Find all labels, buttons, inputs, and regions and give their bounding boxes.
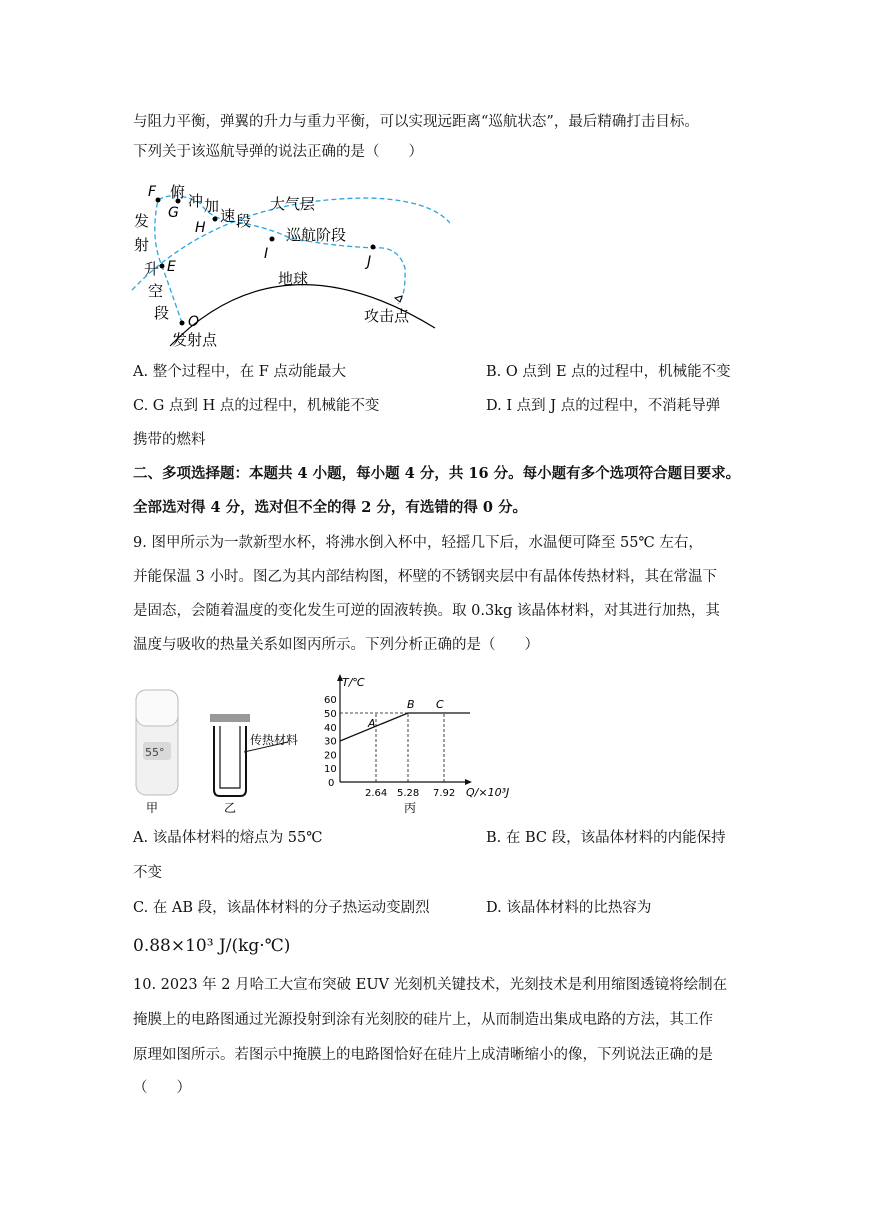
temperature-curve [340, 713, 470, 741]
x-tick-label: 5.28 [397, 788, 420, 799]
q8-stem-line1: 与阻力平衡，弹翼的升力与重力平衡，可以实现远距离“巡航状态”，最后精确打击目标。 [133, 114, 699, 130]
y-tick-label: 20 [324, 750, 337, 762]
q10-stem-line2: 掩膜上的电路图通过光源投射到涂有光刻胶的硅片上，从而制造出集成电路的方法，其工作 [133, 1012, 713, 1028]
material-label: 传热材料 [250, 733, 299, 747]
label-atmosphere: 大气层 [270, 195, 316, 213]
y-tick-label: 60 [324, 695, 337, 707]
q9-option-a: A. 该晶体材料的熔点为 55℃ [133, 830, 323, 846]
q9-stem-line2: 并能保温 3 小时。图乙为其内部结构图，杯壁的不锈钢夹层中有晶体传热材料，其在常温下 [133, 569, 717, 585]
y-tick-label: 10 [324, 764, 337, 776]
label-jia: 加 [204, 197, 220, 215]
q9-option-d-formula: 0.88×10³ J/(kg·℃) [133, 936, 291, 956]
label-chong: 冲 [188, 192, 204, 210]
point-H [213, 217, 218, 222]
label-I: I [264, 246, 269, 262]
q9-option-c: C. 在 AB 段，该晶体材料的分子热运动变剧烈 [133, 900, 430, 916]
q9-option-d-line1: D. 该晶体材料的比热容为 [486, 900, 652, 916]
x-tick-label: 2.64 [365, 788, 388, 799]
label-launch: 发射点 [172, 331, 218, 349]
label-su: 速 [220, 207, 236, 225]
section2-heading-line1: 二、多项选择题：本题共 4 小题，每小题 4 分，共 16 分。每小题有多个选项符合题目要求。 [133, 465, 741, 482]
q8-option-b: B. O 点到 E 点的过程中，机械能不变 [486, 364, 731, 380]
point-I [270, 237, 275, 242]
label-E: E [167, 259, 176, 275]
q9-stem-line1: 9. 图甲所示为一款新型水杯，将沸水倒入杯中，轻摇几下后，水温便可降至 55℃ 左右， [133, 535, 703, 551]
y-tick-label: 50 [324, 709, 337, 720]
q9-figure [128, 672, 548, 820]
point-O [180, 321, 185, 326]
cup-image [136, 690, 178, 795]
q9-option-b-line1: B. 在 BC 段，该晶体材料的内能保持 [486, 830, 726, 846]
y-tick-label: 40 [324, 722, 337, 734]
q10-stem-line3: 原理如图所示。若图示中掩膜上的电路图恰好在硅片上成清晰缩小的像，下列说法正确的是 [133, 1047, 713, 1063]
q8-option-d-line2: 携带的燃料 [133, 432, 206, 448]
q10-stem-line4: （ ） [133, 1080, 191, 1096]
y-tick-label: 30 [324, 736, 337, 748]
label-bing: 丙 [404, 801, 417, 815]
label-jia: 甲 [146, 801, 159, 815]
x-axis-label: Q/×10³J [466, 786, 510, 799]
q8-option-d-line1: D. I 点到 J 点的过程中，不消耗导弹 [486, 398, 721, 414]
label-kong: 空 [148, 282, 164, 300]
q9-option-b-line2: 不变 [133, 865, 162, 881]
label-cruise: 巡航阶段 [286, 226, 347, 244]
origin-label: 0 [328, 778, 335, 789]
point-E [160, 264, 165, 269]
point-C-label: C [436, 698, 444, 711]
x-tick-label: 7.92 [433, 788, 456, 799]
label-fa: 发 [134, 212, 150, 230]
q10-stem-line1: 10. 2023 年 2 月哈工大宣布突破 EUV 光刻机关键技术，光刻技术是利用缩图透镜将绘制在 [133, 977, 728, 993]
q8-option-a: A. 整个过程中，在 F 点动能最大 [133, 364, 346, 380]
label-G: G [168, 205, 179, 221]
y-axis-label: T/℃ [342, 676, 365, 689]
temperature-heat-chart [324, 674, 509, 799]
point-B-label: B [407, 698, 415, 711]
label-yi: 乙 [224, 801, 237, 815]
point-A-label: A [368, 717, 376, 730]
label-duan2: 段 [154, 304, 170, 322]
missile-trajectory-figure [130, 178, 450, 350]
label-H: H [195, 220, 206, 236]
label-earth: 地球 [278, 270, 309, 288]
point-F [156, 198, 161, 203]
label-J: J [367, 254, 372, 270]
q8-option-c: C. G 点到 H 点的过程中，机械能不变 [133, 398, 380, 414]
label-she: 射 [134, 236, 150, 254]
q8-stem-line2: 下列关于该巡航导弹的说法正确的是（ ） [133, 144, 423, 160]
q9-stem-line4: 温度与吸收的热量关系如图丙所示。下列分析正确的是（ ） [133, 637, 539, 653]
cup-structure-diagram [210, 714, 298, 796]
q9-stem-line3: 是固态，会随着温度的变化发生可逆的固液转换。取 0.3kg 该晶体材料，对其进行加热，其 [133, 603, 720, 619]
label-duan1: 段 [236, 212, 252, 230]
label-fu: 俯 [170, 183, 186, 201]
cup-temperature-label: 55° [145, 746, 165, 759]
label-O: O [188, 314, 200, 330]
label-F: F [148, 184, 157, 200]
label-target: 攻击点 [364, 307, 410, 325]
point-J [371, 245, 376, 250]
label-sheng: 升 [144, 260, 160, 278]
section2-heading-line2: 全部选对得 4 分，选对但不全的得 2 分，有选错的得 0 分。 [133, 499, 528, 516]
